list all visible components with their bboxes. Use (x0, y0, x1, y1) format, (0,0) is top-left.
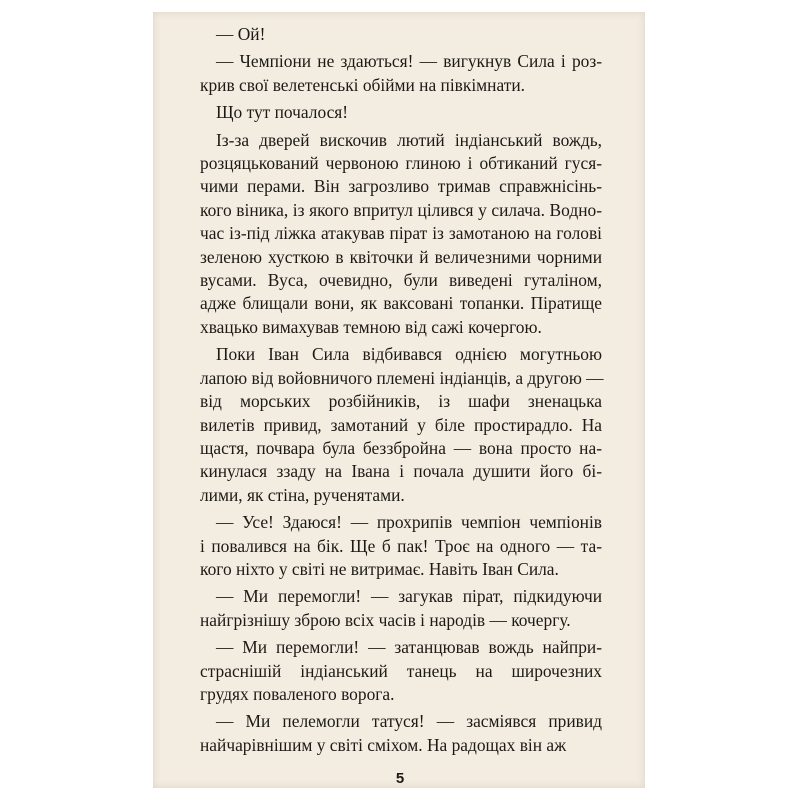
text-line: кого ніхто у світі не витримає. Навіть Іван Сила. (200, 558, 559, 579)
text-line: час із-під ліжка атакував пірат із замотаною на голові (200, 223, 602, 244)
paragraph (200, 50, 602, 97)
text-line: — Ми перемогли! — загукав пірат, підкидуючи (216, 586, 602, 607)
text-line: кого віника, із якого впритул цілився у силача. Водно- (200, 199, 602, 220)
paragraph (200, 23, 602, 46)
text-line: — Чемпіони не здаються! — вигукнув Сила і роз- (216, 51, 602, 72)
text-line: страснішій індіанський танець на широчезних (200, 660, 602, 681)
paragraph (200, 636, 602, 706)
text-line: Із-за дверей вискочив лютий індіанський вождь, (216, 129, 602, 150)
text-line: — Усе! Здаюся! — прохрипів чемпіон чемпіонів (216, 512, 602, 533)
text-line: хвацько вимахував темною від сажі кочергою. (200, 316, 542, 337)
paragraph (200, 343, 602, 507)
paragraph (200, 129, 602, 340)
text-line: і повалився на бік. Ще б пак! Троє на одного — та- (200, 535, 602, 556)
page-text (200, 23, 602, 761)
text-line: чими перами. Він загрозливо тримав справжнісінь- (200, 176, 602, 197)
paragraph (200, 101, 602, 124)
text-line: вусами. Вуса, очевидно, були виведені гуталіном, (200, 270, 602, 291)
text-line: кинулася ззаду на Івана і почала душити його бі- (200, 461, 602, 482)
text-line: Поки Іван Сила відбивався однією могутньою (216, 344, 602, 365)
paragraph (200, 585, 602, 632)
paragraph (200, 511, 602, 581)
text-line: — Ми перемогли! — затанцював вождь найпри- (216, 637, 602, 658)
text-line: вилетів привид, замотаний у біле простирадло. На (200, 414, 602, 435)
text-line: лими, як стіна, рученятами. (200, 484, 405, 505)
text-line: найчарівнішим у світі сміхом. На радощах він аж (200, 734, 567, 755)
text-line: грудях поваленого ворога. (200, 683, 395, 704)
paragraph (200, 710, 602, 757)
text-line: розцяцькований червоною глиною і обтиканий гуся- (200, 153, 602, 174)
text-line: — Ми пелемогли татуся! — засміявся привид (216, 711, 602, 732)
text-line: зеленою хусткою в квіточки й величезними чорними (200, 246, 602, 267)
text-line: щастя, почвара була беззбройна — вона просто на- (200, 437, 602, 458)
text-line: найгрізнішу зброю всіх часів і народів — кочергу. (200, 609, 571, 630)
text-line: — Ой! (216, 24, 266, 44)
text-line: лапою від войовничого племені індіанців, а другою — (200, 367, 604, 388)
text-line: Що тут почалося! (216, 102, 349, 123)
text-line: адже блищали вони, як ваксовані топанки. Піратище (200, 293, 602, 314)
text-line: від морських розбійників, із шафи зненацька (200, 391, 602, 412)
page-number: 5 (395, 770, 405, 787)
text-line: крив свої велетенські обійми на півкімнати. (200, 74, 526, 95)
